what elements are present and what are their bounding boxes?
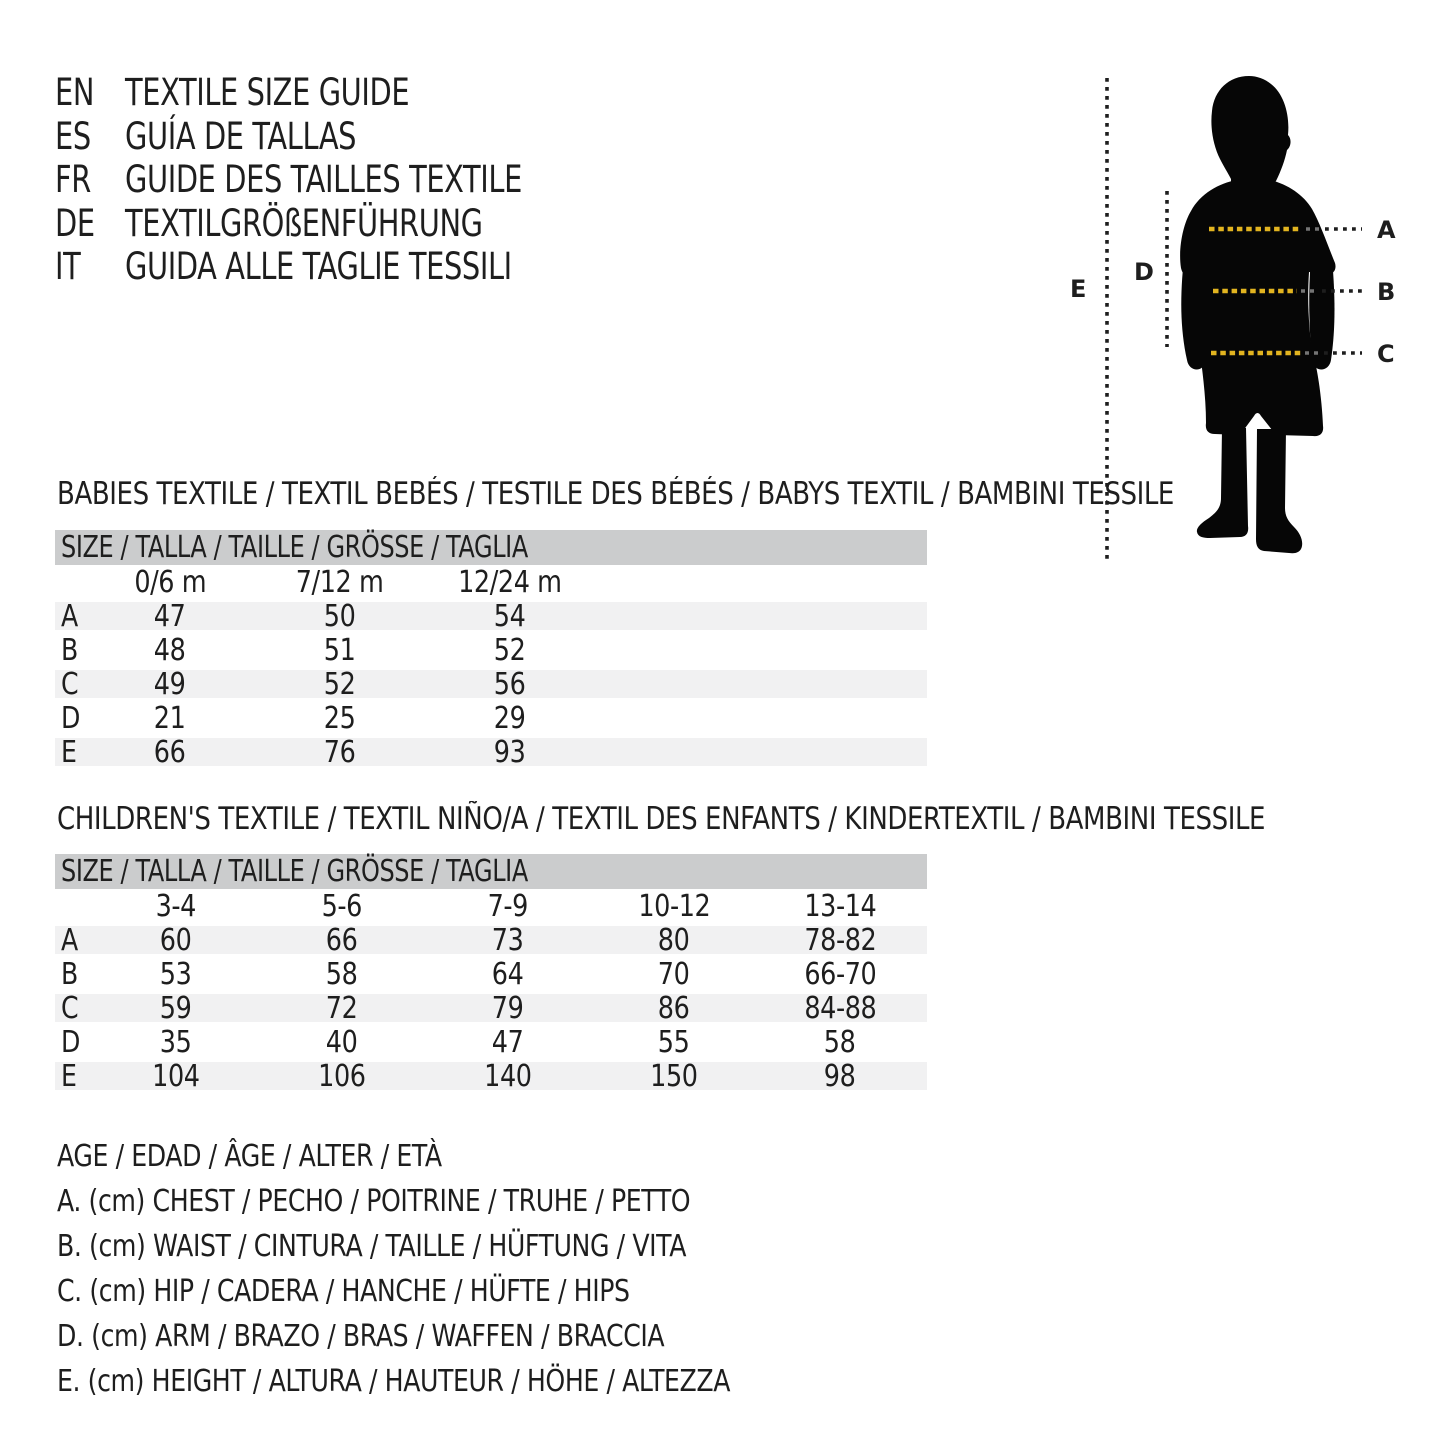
- table-row: [55, 1025, 927, 1059]
- legend-line-height: E. (cm) HEIGHT / ALTURA / HAUTEUR / HÖHE / ALTEZZA: [57, 1364, 731, 1399]
- children-column-header: 10-12: [638, 889, 710, 924]
- table-cell: 29: [494, 701, 526, 736]
- table-cell: 35: [160, 1025, 192, 1060]
- table-cell: 78-82: [804, 923, 876, 958]
- table-cell: 72: [326, 991, 358, 1026]
- table-cell: 79: [492, 991, 524, 1026]
- height-label: E: [1070, 275, 1087, 303]
- table-cell: 25: [324, 701, 356, 736]
- table-cell: 56: [494, 667, 526, 702]
- babies-column-header: 12/24 m: [458, 565, 562, 600]
- table-row: [55, 923, 927, 957]
- table-cell: 59: [160, 991, 192, 1026]
- guide-title: TEXTILE SIZE GUIDE: [125, 71, 410, 115]
- table-row: [55, 1059, 927, 1093]
- table-row: [55, 667, 927, 701]
- waist-label: B: [1377, 278, 1396, 306]
- children-table: [55, 889, 927, 1093]
- children-column-header: 5-6: [321, 889, 363, 924]
- row-label: C: [61, 667, 79, 702]
- table-cell: 66-70: [804, 957, 876, 992]
- table-cell: 54: [494, 599, 526, 634]
- table-cell: 86: [658, 991, 690, 1026]
- table-row: [55, 633, 927, 667]
- table-row: [55, 991, 927, 1025]
- legend-line-arm: D. (cm) ARM / BRAZO / BRAS / WAFFEN / BRACCIA: [57, 1319, 665, 1354]
- row-label: E: [61, 1059, 77, 1094]
- language-code: ES: [55, 114, 91, 158]
- babies-column-header-row: [55, 565, 927, 599]
- child-silhouette-figure: [1050, 60, 1445, 600]
- table-cell: 66: [326, 923, 358, 958]
- table-cell: 48: [154, 633, 186, 668]
- language-row-en: [55, 71, 634, 115]
- babies-size-bar: [55, 530, 927, 565]
- guide-title: GUIDE DES TAILLES TEXTILE: [125, 158, 522, 202]
- guide-title: GUIDA ALLE TAGLIE TESSILI: [125, 245, 512, 289]
- babies-column-header: 0/6 m: [134, 565, 206, 600]
- babies-table: [55, 565, 927, 769]
- table-cell: 140: [484, 1059, 532, 1094]
- table-cell: 58: [824, 1025, 856, 1060]
- table-cell: 49: [154, 667, 186, 702]
- hip-label: C: [1377, 340, 1395, 368]
- table-cell: 76: [324, 735, 356, 770]
- language-row-de: [55, 202, 634, 246]
- table-cell: 104: [152, 1059, 200, 1094]
- row-label: B: [61, 957, 78, 992]
- table-row: [55, 599, 927, 633]
- babies-column-header: 7/12 m: [296, 565, 384, 600]
- legend-line-waist: B. (cm) WAIST / CINTURA / TAILLE / HÜFTUNG / VITA: [57, 1229, 687, 1264]
- guide-title: GUÍA DE TALLAS: [125, 114, 357, 158]
- children-size-label: SIZE / TALLA / TAILLE / GRÖSSE / TAGLIA: [61, 854, 528, 889]
- babies-size-label: SIZE / TALLA / TAILLE / GRÖSSE / TAGLIA: [61, 530, 528, 565]
- language-row-it: [55, 245, 634, 289]
- language-code: DE: [55, 201, 95, 245]
- silhouette-head: [1211, 76, 1290, 187]
- table-cell: 93: [494, 735, 526, 770]
- row-label: C: [61, 991, 79, 1026]
- measurement-legend: [57, 1134, 858, 1404]
- table-cell: 73: [492, 923, 524, 958]
- legend-line-age: AGE / EDAD / ÂGE / ALTER / ETÀ: [57, 1139, 442, 1174]
- chest-label: A: [1377, 216, 1396, 244]
- children-section-heading: CHILDREN'S TEXTILE / TEXTIL NIÑO/A / TEXTIL DES ENFANTS / KINDERTEXTIL / BAMBINI TESSILE: [57, 801, 1266, 837]
- babies-section-heading: BABIES TEXTILE / TEXTIL BEBÉS / TESTILE DES BÉBÉS / BABYS TEXTIL / BAMBINI TESSILE: [57, 476, 1174, 512]
- table-cell: 52: [494, 633, 526, 668]
- children-column-header: 3-4: [155, 889, 197, 924]
- table-cell: 53: [160, 957, 192, 992]
- children-column-header-row: [55, 889, 927, 923]
- language-code: FR: [55, 158, 91, 202]
- row-label: A: [61, 923, 78, 958]
- table-cell: 47: [154, 599, 186, 634]
- row-label: D: [61, 1025, 80, 1060]
- table-cell: 66: [154, 735, 186, 770]
- table-cell: 70: [658, 957, 690, 992]
- table-cell: 55: [658, 1025, 690, 1060]
- table-row: [55, 701, 927, 735]
- table-cell: 60: [160, 923, 192, 958]
- table-cell: 106: [318, 1059, 366, 1094]
- table-cell: 64: [492, 957, 524, 992]
- row-label: D: [61, 701, 80, 736]
- guide-title: TEXTILGRÖßENFÜHRUNG: [125, 201, 483, 245]
- table-cell: 52: [324, 667, 356, 702]
- table-cell: 21: [154, 701, 186, 736]
- children-size-bar: [55, 854, 927, 889]
- language-row-fr: [55, 158, 634, 202]
- table-cell: 80: [658, 923, 690, 958]
- row-label: B: [61, 633, 78, 668]
- language-code: EN: [55, 71, 95, 115]
- table-cell: 98: [824, 1059, 856, 1094]
- children-column-header: 13-14: [804, 889, 876, 924]
- table-cell: 47: [492, 1025, 524, 1060]
- arm-label: D: [1134, 258, 1154, 286]
- language-row-es: [55, 115, 634, 159]
- table-row: [55, 957, 927, 991]
- table-cell: 150: [650, 1059, 698, 1094]
- legend-line-hip: C. (cm) HIP / CADERA / HANCHE / HÜFTE / HIPS: [57, 1274, 630, 1309]
- language-header: [55, 71, 634, 289]
- table-cell: 40: [326, 1025, 358, 1060]
- silhouette-shorts: [1200, 352, 1323, 436]
- table-cell: 50: [324, 599, 356, 634]
- table-cell: 84-88: [804, 991, 876, 1026]
- row-label: A: [61, 599, 78, 634]
- legend-line-chest: A. (cm) CHEST / PECHO / POITRINE / TRUHE / PETTO: [57, 1184, 691, 1219]
- table-cell: 51: [324, 633, 356, 668]
- table-row: [55, 735, 927, 769]
- row-label: E: [61, 735, 77, 770]
- language-code: IT: [55, 245, 81, 289]
- table-cell: 58: [326, 957, 358, 992]
- children-column-header: 7-9: [487, 889, 529, 924]
